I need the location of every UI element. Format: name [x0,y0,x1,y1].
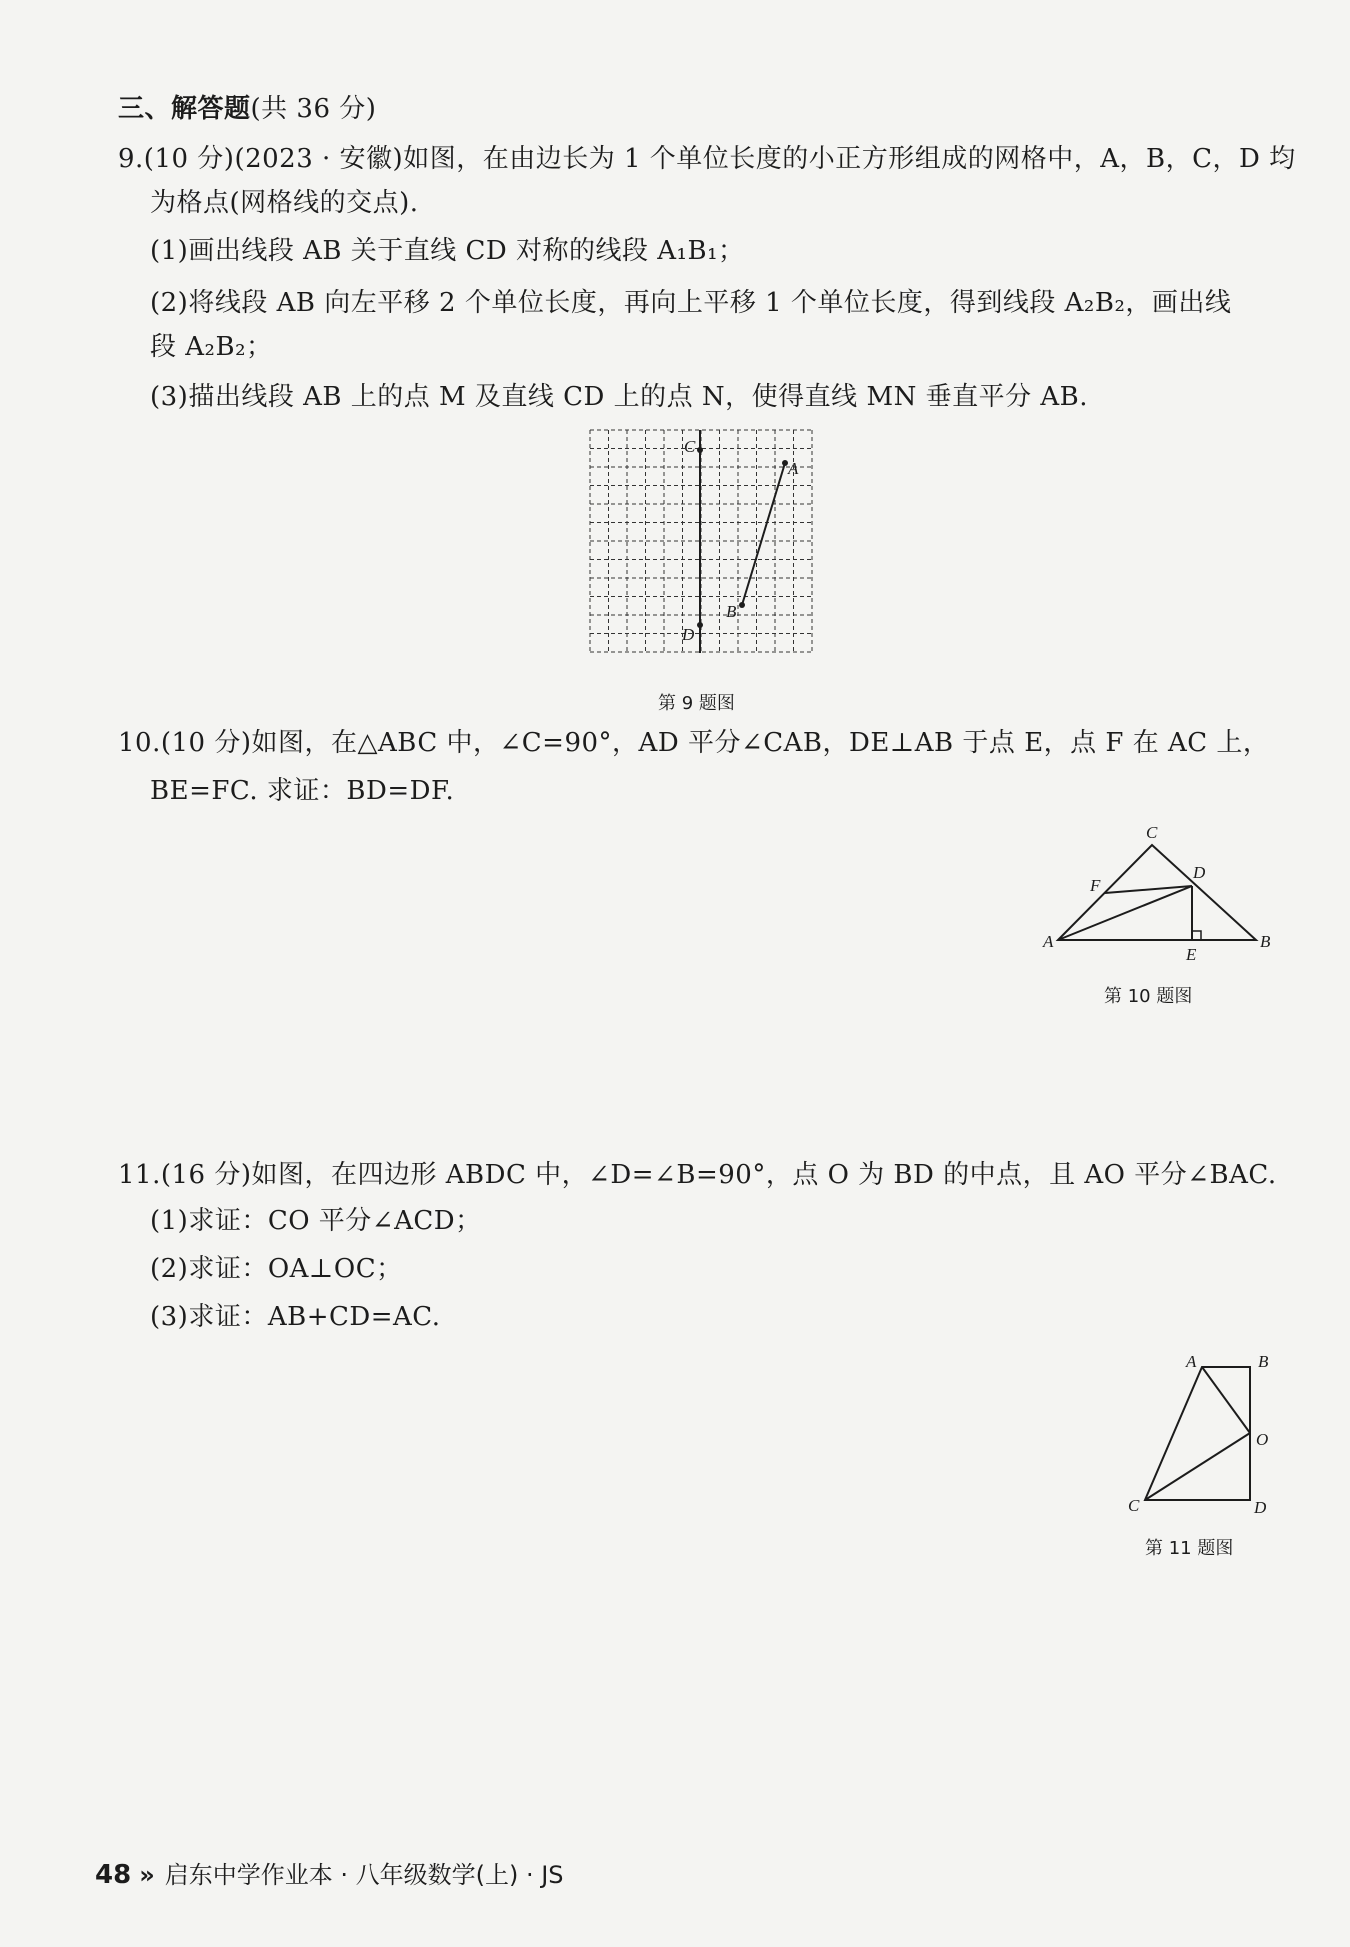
q10-line-2: BE=FC. 求证：BD=DF. [150,776,455,806]
q11-quadrilateral-svg [1120,1345,1280,1525]
q9-caption: 第 9 题图 [658,693,735,714]
q10-line-ad [1058,886,1192,940]
q11-part-1: (1)求证：CO 平分∠ACD； [150,1206,482,1236]
q9-point-d [697,622,703,628]
q9-grid-figure [590,430,820,660]
page-number: 48 [95,1860,132,1890]
q11-quadrilateral-figure [1120,1345,1280,1525]
q10-label-c: C [1146,823,1158,842]
q9-line-2: 为格点(网格线的交点). [150,188,419,218]
q11-label-c: C [1128,1496,1140,1515]
q11-part-3: (3)求证：AB+CD=AC. [150,1302,441,1332]
book-title: 启东中学作业本 · 八年级数学(上) · JS [164,1861,564,1889]
q10-triangle-figure [1040,820,1280,970]
q10-label-b: B [1260,932,1271,951]
section-title [118,92,376,126]
q10-right-angle-mark [1192,931,1201,940]
q10-caption: 第 10 题图 [1104,986,1193,1007]
q10-triangle-svg [1040,820,1280,970]
q11-caption: 第 11 题图 [1145,1538,1234,1559]
q9-label-a: A [788,459,799,478]
q11-label-b: B [1258,1352,1269,1371]
q9-point-c [697,447,703,453]
q9-grid-svg [590,430,820,660]
q9-part-2a: (2)将线段 AB 向左平移 2 个单位长度，再向上平移 1 个单位长度，得到线段 A₂B₂，画出线 [150,288,1232,318]
q11-label-o: O [1256,1430,1269,1449]
q10-label-e: E [1186,945,1197,964]
q9-segment-ab [742,463,785,605]
q9-line-1: 9.(10 分)(2023 · 安徽)如图，在由边长为 1 个单位长度的小正方形组成的网格中，A，B，C，D 均 [118,144,1296,174]
section-title-text: 三、解答题 [118,94,251,124]
q9-label-b: B [726,602,737,621]
q9-label-d: D [682,625,695,644]
q11-line-1: 11.(16 分)如图，在四边形 ABDC 中，∠D=∠B=90°，点 O 为 BD 的中点，且 AO 平分∠BAC. [118,1160,1277,1190]
page-footer [95,1860,564,1890]
q9-point-b [739,602,745,608]
q11-label-a: A [1186,1352,1197,1371]
q11-label-d: D [1254,1498,1267,1517]
double-chevron-icon: » [139,1861,155,1889]
q11-line-ao [1202,1367,1250,1433]
q11-part-2: (2)求证：OA⊥OC； [150,1254,403,1284]
q10-label-f: F [1090,876,1101,895]
q9-part-2b: 段 A₂B₂； [150,332,273,362]
q11-quadrilateral-abdc [1145,1367,1250,1500]
q11-line-co [1145,1433,1250,1500]
q10-line-1: 10.(10 分)如图，在△ABC 中，∠C=90°，AD 平分∠CAB，DE⊥AB 于点 E，点 F 在 AC 上， [118,728,1270,758]
section-points: (共 36 分) [250,94,377,124]
q10-label-a: A [1043,932,1054,951]
q9-label-c: C [684,437,696,456]
q10-triangle-abc [1058,845,1256,940]
q9-part-1: (1)画出线段 AB 关于直线 CD 对称的线段 A₁B₁； [150,236,745,266]
q9-part-3: (3)描出线段 AB 上的点 M 及直线 CD 上的点 N，使得直线 MN 垂直平分 AB. [150,382,1088,412]
q10-label-d: D [1193,863,1206,882]
